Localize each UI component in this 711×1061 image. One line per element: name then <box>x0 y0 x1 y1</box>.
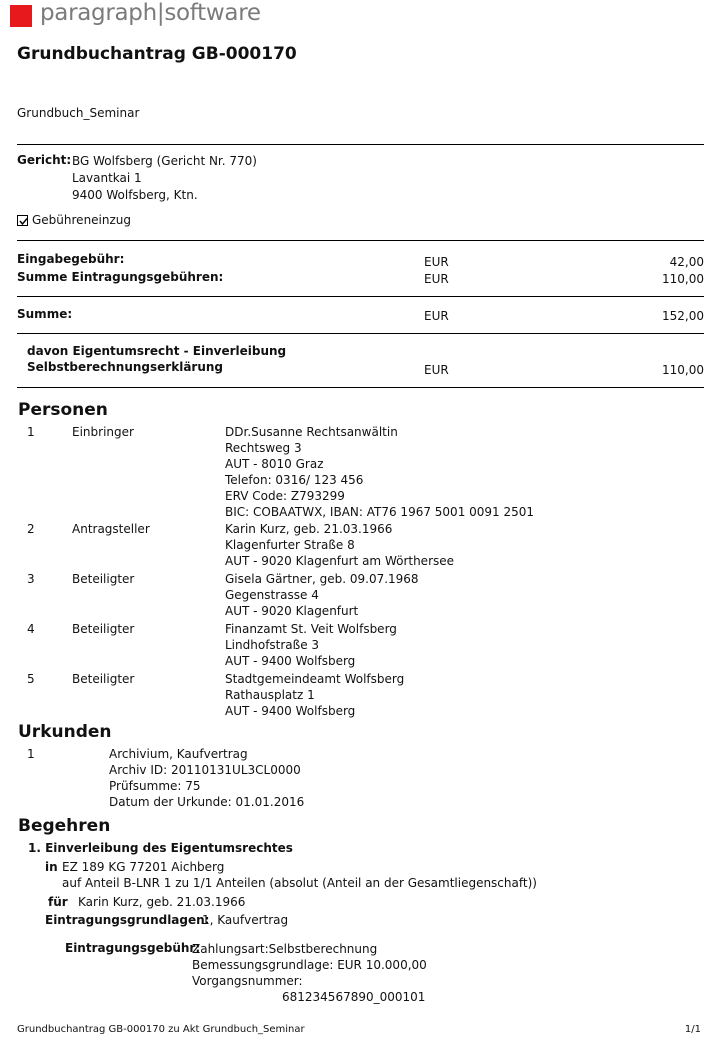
person-line: Rathausplatz 1 <box>225 688 315 702</box>
person-line: Gisela Gärtner, geb. 09.07.1968 <box>225 572 419 586</box>
gericht-label: Gericht: <box>17 153 72 167</box>
gericht-line: 9400 Wolfsberg, Ktn. <box>72 188 198 202</box>
gebuehreneinzug-checkbox[interactable] <box>17 215 28 226</box>
eingabegebuehr-currency: EUR <box>424 255 449 269</box>
person-details <box>225 671 404 719</box>
gebuehr-line: Zahlungsart:Selbstberechnung <box>192 942 378 956</box>
grundlagen-label: Eintragungsgrundlagen: <box>45 913 210 927</box>
check-icon <box>18 216 29 227</box>
person-role: Beteiligter <box>72 572 135 586</box>
person-line: AUT - 9020 Klagenfurt <box>225 604 359 618</box>
gebuehr-details <box>192 941 427 989</box>
logo-text: paragraph|software <box>40 0 261 26</box>
divider <box>17 240 704 241</box>
person-line: Finanzamt St. Veit Wolfsberg <box>225 622 397 636</box>
gebuehr-line: Vorgangsnummer: <box>192 974 303 988</box>
person-details <box>225 424 534 520</box>
person-details <box>225 571 419 619</box>
summe-label: Summe: <box>17 307 73 321</box>
eingabegebuehr-label: Eingabegebühr: <box>17 252 125 266</box>
summe-currency: EUR <box>424 309 449 323</box>
person-line: Karin Kurz, geb. 21.03.1966 <box>225 522 393 536</box>
summe-eintragung-label: Summe Eintragungsgebühren: <box>17 270 224 284</box>
urkunden-heading: Urkunden <box>18 722 112 742</box>
person-line: ERV Code: Z793299 <box>225 489 345 503</box>
gebuehreneinzug-label: Gebühreneinzug <box>32 213 132 227</box>
gebuehr-label: Eintragungsgebühr: <box>65 941 201 955</box>
divider <box>17 144 704 145</box>
gebuehr-line: Bemessungsgrundlage: EUR 10.000,00 <box>192 958 427 972</box>
person-role: Einbringer <box>72 425 134 439</box>
page-number: 1/1 <box>684 1024 701 1035</box>
person-details <box>225 521 454 569</box>
gericht-address <box>72 153 257 203</box>
divider <box>17 387 704 388</box>
urkunde-nr: 1 <box>27 747 35 761</box>
gericht-line: BG Wolfsberg (Gericht Nr. 770) <box>72 154 257 168</box>
person-nr: 4 <box>27 622 35 636</box>
begehren-fuer-label: für <box>48 895 68 909</box>
person-role: Beteiligter <box>72 672 135 686</box>
vorgangsnummer: 681234567890_000101 <box>282 990 426 1004</box>
urkunde-details <box>109 746 304 810</box>
person-line: Rechtsweg 3 <box>225 441 302 455</box>
logo-mark <box>10 5 32 27</box>
person-details <box>225 621 397 669</box>
person-nr: 5 <box>27 672 35 686</box>
person-nr: 1 <box>27 425 35 439</box>
begehren-in-label: in <box>45 860 58 874</box>
person-line: DDr.Susanne Rechtsanwältin <box>225 425 398 439</box>
person-line: AUT - 9400 Wolfsberg <box>225 704 356 718</box>
divider <box>17 296 704 297</box>
urkunde-line: Prüfsumme: 75 <box>109 779 201 793</box>
footer-text: Grundbuchantrag GB-000170 zu Akt Grundbuch_Seminar <box>17 1024 305 1035</box>
davon-currency: EUR <box>424 363 449 377</box>
begehren-heading: Begehren <box>18 816 111 836</box>
person-line: Telefon: 0316/ 123 456 <box>225 473 364 487</box>
person-line: AUT - 9020 Klagenfurt am Wörthersee <box>225 554 455 568</box>
page-title: Grundbuchantrag GB-000170 <box>17 44 297 64</box>
person-line: AUT - 8010 Graz <box>225 457 324 471</box>
akt-name: Grundbuch_Seminar <box>17 106 140 120</box>
begehren-item-title: 1. Einverleibung des Eigentumsrechtes <box>28 841 293 855</box>
person-nr: 2 <box>27 522 35 536</box>
grundlagen-value: 1, Kaufvertrag <box>202 913 289 927</box>
summe-eintragung-amount: 110,00 <box>662 272 704 286</box>
summe-eintragung-currency: EUR <box>424 272 449 286</box>
urkunde-line: Datum der Urkunde: 01.01.2016 <box>109 795 305 809</box>
begehren-in-value: EZ 189 KG 77201 Aichberg <box>62 860 225 874</box>
urkunde-line: Archivium, Kaufvertrag <box>109 747 248 761</box>
person-role: Antragsteller <box>72 522 150 536</box>
person-line: Gegenstrasse 4 <box>225 588 319 602</box>
person-line: AUT - 9400 Wolfsberg <box>225 654 356 668</box>
person-role: Beteiligter <box>72 622 135 636</box>
begehren-anteil: auf Anteil B-LNR 1 zu 1/1 Anteilen (absolut (Anteil an der Gesamtliegenschaft)) <box>62 876 537 890</box>
personen-heading: Personen <box>18 400 108 420</box>
summe-amount: 152,00 <box>662 309 704 323</box>
person-nr: 3 <box>27 572 35 586</box>
person-line: Lindhofstraße 3 <box>225 638 320 652</box>
person-line: Stadtgemeindeamt Wolfsberg <box>225 672 405 686</box>
davon-label: davon Eigentumsrecht - Einverleibung <box>27 344 287 358</box>
person-line: Klagenfurter Straße 8 <box>225 538 355 552</box>
begehren-fuer-value: Karin Kurz, geb. 21.03.1966 <box>78 895 246 909</box>
davon-sublabel: Selbstberechnungserklärung <box>27 360 224 374</box>
gericht-line: Lavantkai 1 <box>72 171 142 185</box>
eingabegebuehr-amount: 42,00 <box>669 255 704 269</box>
davon-amount: 110,00 <box>662 363 704 377</box>
urkunde-line: Archiv ID: 20110131UL3CL0000 <box>109 763 301 777</box>
divider <box>17 333 704 334</box>
person-line: BIC: COBAATWX, IBAN: AT76 1967 5001 0091 2501 <box>225 505 535 519</box>
